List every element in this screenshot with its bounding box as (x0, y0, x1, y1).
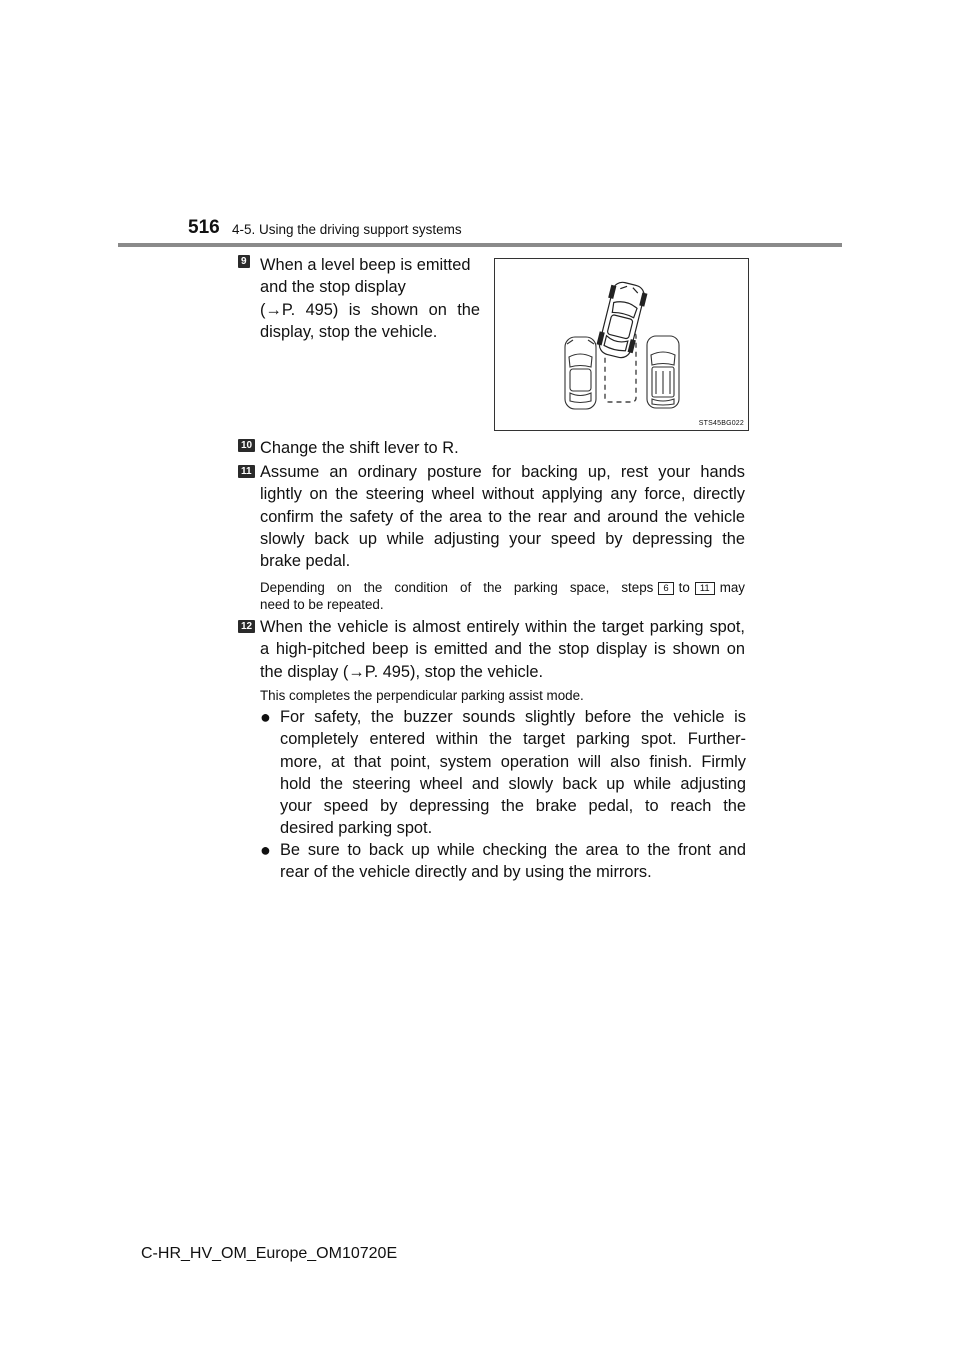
bullet-2-line-1: Be sure to back up while checking the area to the front and (280, 841, 746, 859)
step-11-badge: 11 (238, 465, 255, 478)
note-text-mid: to (678, 580, 690, 595)
page-number: 516 (188, 217, 220, 238)
step-9-badge: 9 (238, 255, 250, 268)
parking-diagram (495, 259, 748, 430)
step-9-line-2: and the stop display (260, 278, 406, 297)
step-12-note-line: This completes the perpendicular parking assist mode. (260, 688, 584, 703)
bullet-1-line-4: hold the steering wheel and slowly back up while adjusting (280, 774, 746, 793)
header-rule (118, 243, 842, 247)
step-10-text (260, 437, 459, 459)
bullet-icon: ● (260, 707, 271, 727)
step-11-line-2: lightly on the steering wheel without applying any force, directly (260, 485, 745, 504)
step-11-line-1: Assume an ordinary posture for backing up, rest your hands (260, 463, 745, 481)
right-parked-car (647, 336, 679, 408)
reversing-vehicle (595, 280, 648, 361)
step-11-line-5: brake pedal. (260, 552, 351, 571)
step-11-note-line-2: need to be repeated. (260, 597, 384, 612)
step-11-note (260, 579, 745, 613)
step-12-line-3: the display (→P. 495), stop the vehicle. (260, 662, 544, 681)
bullet-item-2 (260, 839, 746, 884)
step-10-badge: 10 (238, 439, 255, 452)
bullet-2-line-2: rear of the vehicle directly and by using the mirrors. (280, 863, 652, 882)
left-parked-car (565, 337, 596, 409)
step-12-line-1: When the vehicle is almost entirely within the target parking spot, (260, 618, 745, 636)
step-11-line-4: slowly back up while adjusting your speed by depressing the (260, 529, 745, 548)
step-10-line-1: Change the shift lever to R. (260, 439, 459, 457)
step-11-note-line-1 (260, 579, 745, 596)
step-12-badge: 12 (238, 620, 255, 633)
parking-illustration (494, 258, 749, 431)
section-title: 4-5. Using the driving support systems (232, 222, 462, 237)
step-12-note (260, 687, 584, 704)
note-text-end: may (719, 580, 745, 595)
bullet-item-1 (260, 706, 746, 840)
step-9-line-3: (→P. 495) is shown on the (260, 300, 480, 319)
inline-step-11-badge: 11 (695, 582, 715, 595)
step-12-line-2: a high-pitched beep is emitted and the stop display is shown on (260, 640, 745, 659)
bullet-1-line-6: desired parking spot. (280, 819, 433, 838)
figure-code: STS45BG022 (698, 420, 744, 427)
inline-step-6-badge: 6 (658, 582, 673, 595)
bullet-icon: ● (260, 840, 271, 860)
note-text-start: Depending on the condition of the parking space, steps (260, 580, 654, 595)
bullet-1-line-3: more, at that point, system operation will also finish. Firmly (280, 752, 746, 771)
bullet-1-line-5: your speed by depressing the brake pedal, to reach the (280, 797, 746, 816)
bullet-1-line-1: For safety, the buzzer sounds slightly before the vehicle is (280, 708, 746, 726)
step-11-text (260, 461, 745, 572)
step-9-line-4: display, stop the vehicle. (260, 322, 438, 341)
step-9-text (260, 254, 480, 343)
step-9-line-1: When a level beep is emitted (260, 256, 471, 274)
step-11-line-3: confirm the safety of the area to the rear and around the vehicle (260, 507, 745, 526)
document-footer: C-HR_HV_OM_Europe_OM10720E (141, 1245, 398, 1262)
bullet-1-line-2: completely entered within the target parking spot. Further- (280, 730, 746, 749)
step-12-text (260, 616, 745, 683)
